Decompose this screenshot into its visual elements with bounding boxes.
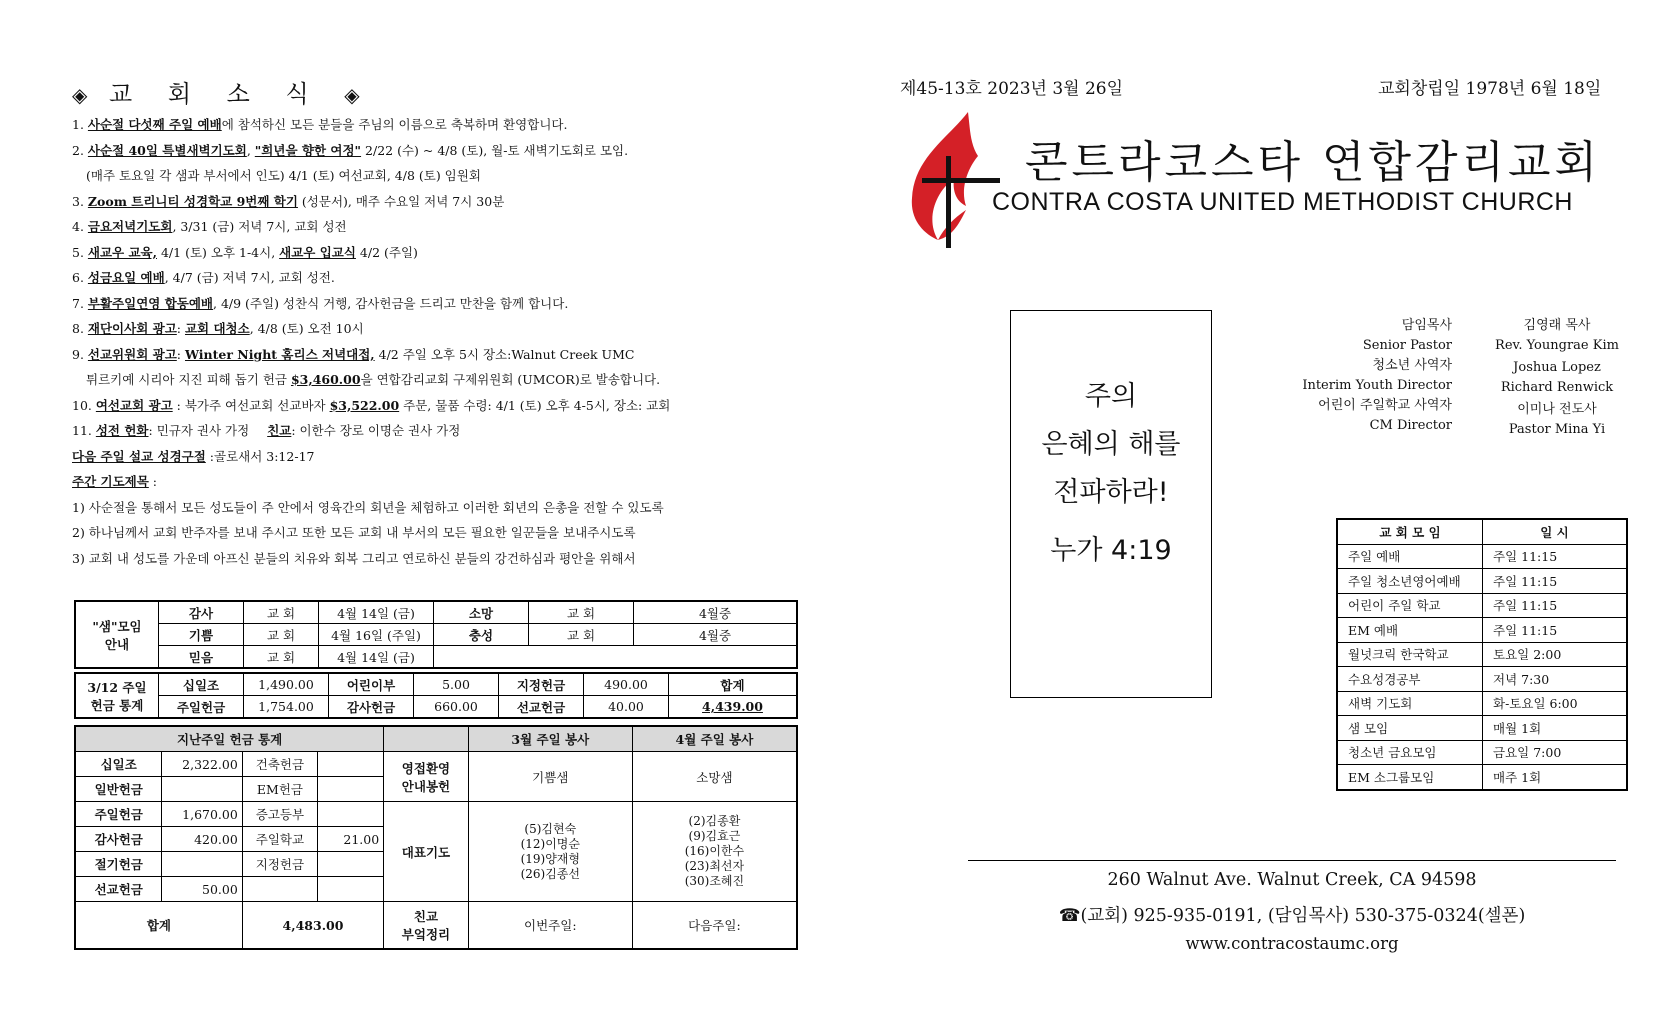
news-item: (매주 토요일 각 샘과 부서에서 인도) 4/1 (토) 여선교회, 4/8 (토) 임원회 (86, 168, 481, 183)
table-cell (318, 777, 384, 802)
staff-role: Senior Pastor (1362, 338, 1452, 353)
meeting-cell: 주일 청소년영어예배 (1337, 569, 1483, 594)
staff-name: 김영래 목사 (1523, 318, 1591, 333)
table-cell: 주일헌금 (75, 802, 162, 827)
table-cell: 다음주일: (632, 902, 797, 950)
verse-reference: 누가 4:19 (1050, 535, 1172, 566)
staff-name: 이미나 전도사 (1517, 402, 1597, 417)
news-item: 1) 사순절을 통해서 모든 성도들이 주 안에서 영육간의 회년을 체험하고 이러한 회년의 은총을 전할 수 있도록 (72, 499, 664, 515)
table-cell (242, 877, 317, 902)
meeting-cell: 주일 11:15 (1483, 618, 1628, 643)
diamond-ornament-icon: ◈ (344, 83, 360, 107)
last-week-header: 지난주일 헌금 통계 (75, 726, 384, 752)
verse-line: 전파하라! (1053, 477, 1169, 508)
table-cell: 소망 (434, 601, 529, 624)
church-name-korean: 콘트라코스타 연합감리교회 (1025, 137, 1602, 188)
staff-name: Richard Renwick (1500, 380, 1614, 395)
news-item: 11. 성전 헌화: 민규자 권사 가정 친교: 이한수 장로 이명순 권사 가정 (72, 423, 461, 438)
staff-role: 담임목사 (1401, 318, 1452, 333)
church-address: 260 Walnut Ave. Walnut Creek, CA 94598 (1107, 870, 1477, 890)
table-cell: 21.00 (318, 827, 384, 852)
news-item: 10. 여선교회 광고 : 북가주 여선교회 선교바자 $3,522.00 주문, 물품 수령: 4/1 (토) 오후 4-5시, 장소: 교회 (72, 397, 671, 413)
table-cell: 십일조 (159, 673, 244, 696)
meeting-cell: 주일 11:15 (1483, 593, 1628, 618)
meetings-header: 일 시 (1483, 519, 1628, 544)
meeting-cell: 금요일 7:00 (1483, 740, 1628, 765)
news-item: 2) 하나님께서 교회 반주자를 보내 주시고 또한 모든 교회 내 부서의 모든 필요한 일꾼들을 보내주시도록 (72, 525, 636, 540)
church-name-english: CONTRA COSTA UNITED METHODIST CHURCH (992, 188, 1573, 216)
meeting-row (1337, 569, 1627, 594)
table-cell: 주일헌금 (159, 696, 244, 719)
news-item: 9. 선교위원회 광고: Winter Night 홈리스 저녁대접, 4/2 주일 오후 5시 장소:Walnut Creek UMC (72, 346, 635, 362)
meeting-cell: 어린이 주일 학교 (1337, 593, 1483, 618)
table-cell (318, 852, 384, 877)
offering-stats-label: 3/12 주일 헌금 통계 (75, 673, 159, 718)
table-cell: 이번주일: (468, 902, 632, 950)
footer-divider (968, 860, 1616, 861)
news-item: 주간 기도제목 : (72, 474, 157, 489)
phone-numbers: (교회) 925-935-0191, (담임목사) 530-375-0324(셀폰) (1080, 906, 1526, 926)
meeting-row (1337, 544, 1627, 569)
table-cell: 소망샘 (632, 752, 797, 802)
table-cell: 십일조 (75, 752, 162, 777)
table-cell (384, 726, 469, 752)
table-cell: 기쁨샘 (468, 752, 632, 802)
founded-date: 교회창립일 1978년 6월 18일 (1378, 79, 1602, 99)
table-cell: EM헌금 (242, 777, 317, 802)
table-cell: 선교헌금 (499, 696, 584, 719)
table-cell: 지정헌금 (499, 673, 584, 696)
greeting-label: 영접환영 안내봉헌 (384, 752, 469, 802)
table-cell: 주일학교 (242, 827, 317, 852)
total-value: 4,483.00 (242, 902, 383, 950)
meetings-table (1336, 518, 1628, 791)
news-item: 5. 새교우 교육, 4/1 (토) 오후 1-4시, 새교우 입교식 4/2 (주일) (72, 244, 418, 260)
table-cell (318, 877, 384, 902)
meeting-cell: 월넛크릭 한국학교 (1337, 642, 1483, 667)
issue-number: 제45-13호 2023년 3월 26일 (900, 79, 1124, 99)
meeting-cell: 토요일 2:00 (1483, 642, 1628, 667)
meeting-cell: 매주 1회 (1483, 765, 1628, 790)
news-heading (72, 74, 360, 109)
staff-role: Interim Youth Director (1302, 378, 1452, 393)
website[interactable]: www.contracostaumc.org (1185, 934, 1399, 953)
meeting-cell: 주일 11:15 (1483, 569, 1628, 594)
table-cell: 4월 16일 (주일) (319, 624, 434, 646)
table-cell: 교 회 (244, 601, 319, 624)
meeting-cell: EM 예배 (1337, 618, 1483, 643)
offering-stats-table (74, 672, 798, 719)
table-cell: 절기헌금 (75, 852, 162, 877)
table-cell: 1,754.00 (244, 696, 329, 719)
verse-line: 주의 (1084, 381, 1138, 412)
table-cell: 40.00 (584, 696, 669, 719)
march-service-header: 3월 주일 봉사 (468, 726, 632, 752)
table-cell (162, 777, 242, 802)
staff-role: 어린이 주일학교 사역자 (1318, 398, 1452, 413)
table-cell: 합계 (669, 673, 798, 696)
table-cell: 490.00 (584, 673, 669, 696)
table-cell: 1,670.00 (162, 802, 242, 827)
table-cell: 증고등부 (242, 802, 317, 827)
meeting-row (1337, 765, 1627, 790)
meeting-cell: EM 소그룹모임 (1337, 765, 1483, 790)
news-item: 7. 부활주일연영 합동예배, 4/9 (주일) 성찬식 거행, 감사헌금을 드리고 만찬을 함께 합니다. (72, 295, 569, 311)
table-cell (162, 852, 242, 877)
news-item: 튀르키예 시리아 지진 피해 돕기 헌금 $3,460.00을 연합감리교회 구제위원회 (UMCOR)로 발송합니다. (86, 372, 661, 387)
cross-and-flame-icon (908, 108, 1000, 248)
meeting-row (1337, 593, 1627, 618)
theme-verse-box (1010, 310, 1212, 698)
staff-role: CM Director (1369, 418, 1452, 433)
table-cell: 어린이부 (329, 673, 414, 696)
table-cell: 420.00 (162, 827, 242, 852)
table-cell (318, 752, 384, 777)
table-cell: 교 회 (244, 646, 319, 669)
prayer-march: (5)김현숙 (12)이명순 (19)양재형 (26)김종선 (468, 802, 632, 902)
diamond-ornament-icon: ◈ (72, 83, 88, 107)
cell-group-label: "샘"모임 안내 (75, 601, 159, 668)
table-cell: 50.00 (162, 877, 242, 902)
verse-line: 은혜의 해를 (1041, 429, 1181, 460)
meeting-cell: 매월 1회 (1483, 716, 1628, 741)
news-item: 6. 성금요일 예배, 4/7 (금) 저녁 7시, 교회 성전. (72, 270, 335, 285)
news-item: 다음 주일 설교 성경구절 :골로새서 3:12-17 (72, 448, 315, 464)
meeting-row (1337, 740, 1627, 765)
table-cell (434, 646, 798, 669)
meeting-cell: 주일 예배 (1337, 544, 1483, 569)
table-cell: 교 회 (529, 624, 634, 646)
meeting-cell: 새벽 기도회 (1337, 691, 1483, 716)
table-cell: 믿음 (159, 646, 244, 669)
table-cell: 4월중 (634, 601, 798, 624)
meeting-row (1337, 618, 1627, 643)
table-cell: 2,322.00 (162, 752, 242, 777)
news-item: 3) 교회 내 성도를 가운데 아프신 분들의 치유와 회복 그리고 연로하신 분들의 강건하심과 평안을 위해서 (72, 550, 636, 566)
news-item: 8. 재단이사회 광고: 교회 대청소, 4/8 (토) 오전 10시 (72, 321, 364, 336)
table-cell: 1,490.00 (244, 673, 329, 696)
table-cell: 5.00 (414, 673, 499, 696)
cell-group-table (74, 600, 798, 669)
table-cell (318, 802, 384, 827)
staff-role: 청소년 사역자 (1372, 358, 1452, 373)
table-cell: 660.00 (414, 696, 499, 719)
meeting-cell: 수요성경공부 (1337, 667, 1483, 692)
meeting-cell: 화-토요일 6:00 (1483, 691, 1628, 716)
news-item: 3. Zoom 트리니티 성경학교 9번째 학기 (성문서), 매주 수요일 저녁 7시 30분 (72, 193, 505, 209)
news-item: 2. 사순절 40일 특별새벽기도회, "희년을 향한 여정" 2/22 (수) ~ 4/8 (토), 월-토 새벽기도회로 모임. (72, 142, 629, 158)
news-list (72, 112, 802, 571)
table-cell: 일반헌금 (75, 777, 162, 802)
meeting-row (1337, 642, 1627, 667)
table-cell: 4월 14일 (금) (319, 646, 434, 669)
news-item: 1. 사순절 다섯째 주일 예배에 참석하신 모든 분들을 주님의 이름으로 축복하며 환영합니다. (72, 117, 568, 132)
april-service-header: 4월 주일 봉사 (632, 726, 797, 752)
table-cell: 4월 14일 (금) (319, 601, 434, 624)
total-label: 합계 (75, 902, 242, 950)
last-week-table (74, 725, 798, 950)
phone-line (968, 902, 1616, 927)
fellowship-label: 친교 부엌정리 (384, 902, 469, 950)
table-cell: 감사헌금 (75, 827, 162, 852)
meeting-row (1337, 716, 1627, 741)
meeting-cell: 저녁 7:30 (1483, 667, 1628, 692)
staff-name: Pastor Mina Yi (1508, 422, 1606, 437)
table-cell: 교 회 (244, 624, 319, 646)
meeting-cell: 청소년 금요모임 (1337, 740, 1483, 765)
table-cell: 충성 (434, 624, 529, 646)
prayer-label: 대표기도 (384, 802, 469, 902)
table-cell: 교 회 (529, 601, 634, 624)
table-cell: 건축헌금 (242, 752, 317, 777)
prayer-april: (2)김종환 (9)김효근 (16)이한수 (23)최선자 (30)조혜진 (632, 802, 797, 902)
table-cell: 감사헌금 (329, 696, 414, 719)
table-cell: 지정헌금 (242, 852, 317, 877)
news-item: 4. 금요저녁기도회, 3/31 (금) 저녁 7시, 교회 성전 (72, 219, 347, 234)
meeting-cell: 주일 11:15 (1483, 544, 1628, 569)
table-cell: 기쁨 (159, 624, 244, 646)
table-cell: 4월중 (634, 624, 798, 646)
offering-total: 4,439.00 (669, 696, 798, 719)
meeting-cell: 샘 모임 (1337, 716, 1483, 741)
table-cell: 감사 (159, 601, 244, 624)
table-cell: 선교헌금 (75, 877, 162, 902)
staff-names (1492, 316, 1622, 440)
meetings-header: 교 회 모 임 (1337, 519, 1483, 544)
telephone-icon: ☎ (1058, 906, 1081, 926)
staff-name: Rev. Youngrae Kim (1495, 338, 1619, 353)
staff-roles (1290, 316, 1452, 436)
staff-name: Joshua Lopez (1513, 360, 1601, 375)
meeting-row (1337, 667, 1627, 692)
meeting-row (1337, 691, 1627, 716)
news-heading-text: 교 회 소 식 (109, 80, 323, 108)
